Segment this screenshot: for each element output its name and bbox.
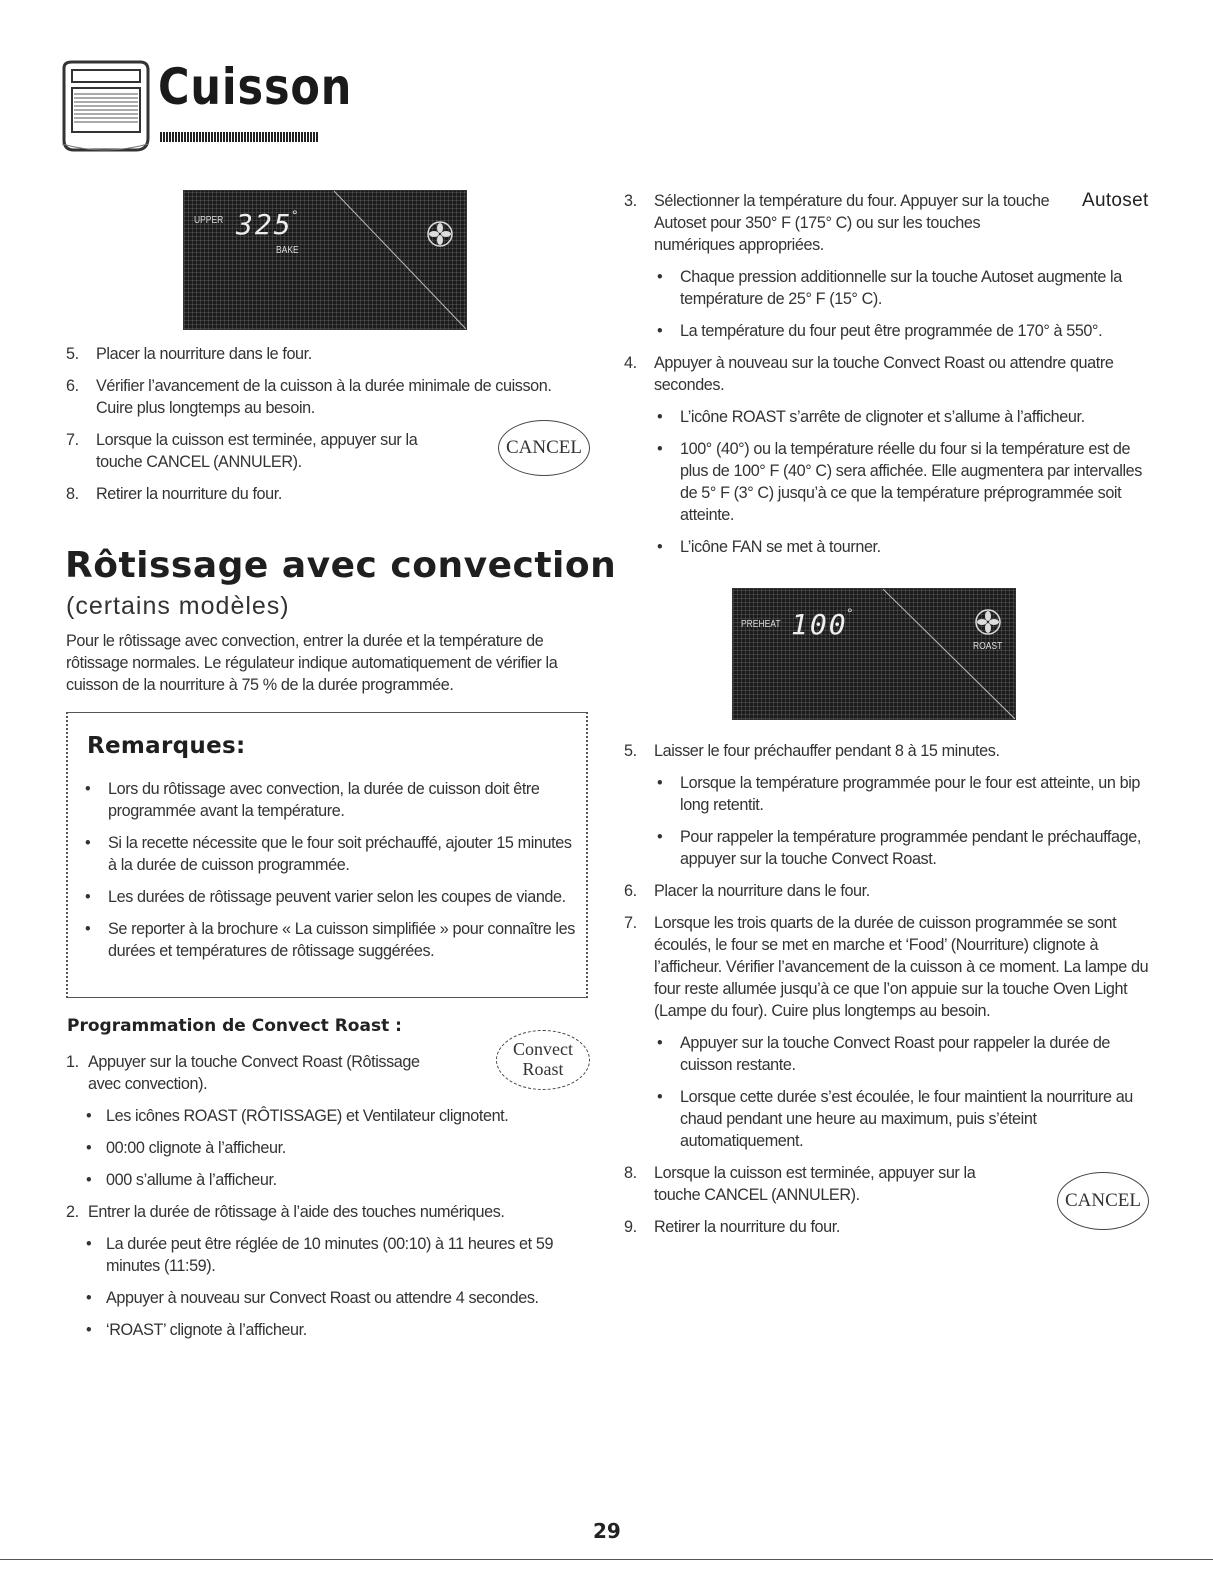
list-item: • Appuyer à nouveau sur Convect Roast ou attendre 4 secondes. <box>86 1289 539 1307</box>
list-item: 8. Lorsque la cuisson est terminée, appuyer sur la touche CANCEL (ANNULER). <box>624 1164 976 1204</box>
cancel-key: CANCEL <box>498 420 590 476</box>
programming-title: Programmation de Convect Roast : <box>67 1016 402 1036</box>
display-mode-label: PREHEAT <box>741 619 781 630</box>
display-function-label: ROAST <box>973 641 1003 652</box>
page-header-title: Cuisson <box>158 58 353 116</box>
list-item: • ‘ROAST’ clignote à l’afficheur. <box>86 1321 307 1339</box>
list-item: • La température du four peut être programmée de 170° à 550°. <box>657 322 1103 340</box>
step-text: Vérifier l’avancement de la cuisson à la durée minimale de cuisson. Cuire plus longtemps au besoin. <box>96 377 552 417</box>
list-item: 1. Appuyer sur la touche Convect Roast (Rôtissage avec convection). <box>66 1053 420 1093</box>
list-item: • Appuyer sur la touche Convect Roast pour rappeler la durée de cuisson restante. <box>657 1034 1111 1074</box>
display-degree: ° <box>292 207 298 223</box>
list-item: 5. Placer la nourriture dans le four. <box>66 345 312 363</box>
list-item: • Si la recette nécessite que le four soit préchauffé, ajouter 15 minutes à la durée de cuisson programmée. <box>85 834 572 874</box>
oven-icon <box>60 60 150 152</box>
oven-display-preheat <box>732 588 1016 720</box>
list-item: • L’icône FAN se met à tourner. <box>657 538 881 556</box>
section-intro: Pour le rôtissage avec convection, entrer la durée et la température de rôtissage normales. Le régulateur indique automatiquement de vérifier la cuisson de la nourriture à 75 % de la durée programmée. <box>66 632 558 694</box>
list-item: • 00:00 clignote à l’afficheur. <box>86 1139 286 1157</box>
list-item: 6. Placer la nourriture dans le four. <box>624 882 870 900</box>
display-function-label: BAKE <box>276 245 299 256</box>
list-item: 7. Lorsque la cuisson est terminée, appuyer sur la touche CANCEL (ANNULER). <box>66 431 418 471</box>
list-item: 2. Entrer la durée de rôtissage à l’aide des touches numériques. <box>66 1203 505 1221</box>
right-steps-top <box>624 190 1151 568</box>
autoset-key: Autoset <box>1082 190 1149 211</box>
list-item: 6. Vérifier l’avancement de la cuisson à la durée minimale de cuisson. Cuire plus longtemps au besoin. <box>66 377 552 417</box>
list-item: • Lors du rôtissage avec convection, la durée de cuisson doit être programmée avant la température. <box>85 780 540 820</box>
list-item: • Lorsque cette durée s’est écoulée, le four maintient la nourriture au chaud pendant une heure au maximum, puis s’éteint automatiquement. <box>657 1088 1133 1150</box>
list-item: • L’icône ROAST s’arrête de clignoter et s’allume à l’afficheur. <box>657 408 1085 426</box>
fan-icon <box>975 609 1001 635</box>
step-text: Lorsque la cuisson est terminée, appuyer sur la touche CANCEL (ANNULER). <box>96 431 418 471</box>
oven-display-bake <box>183 190 467 330</box>
right-steps-bottom <box>624 740 1151 1248</box>
list-item: 5. Laisser le four préchauffer pendant 8 à 15 minutes. <box>624 742 1000 760</box>
list-item: • Pour rappeler la température programmée pendant le préchauffage, appuyer sur la touche Convect Roast. <box>657 828 1141 868</box>
list-item: 7. Lorsque les trois quarts de la durée de cuisson programmée se sont écoulés, le four se met en marche et ‘Food’ (Nourriture) clignote à l’afficheur. Vérifier l’avancement de la cuisson à ce moment. La lampe du four reste allumée jusqu’à ce que l’on appuie sur la touche Oven Light (Lampe du four). Cuire plus longtemps au besoin. <box>624 914 1149 1020</box>
notes-title: Remarques: <box>87 733 246 759</box>
header-underline <box>160 132 318 142</box>
display-temperature: 100 <box>791 608 848 641</box>
convect-roast-key: Convect Roast <box>496 1030 590 1090</box>
step-text: Retirer la nourriture du four. <box>96 485 282 503</box>
list-item: • 000 s’allume à l’afficheur. <box>86 1171 277 1189</box>
section-subtitle: (certains modèles) <box>66 592 290 620</box>
list-item: • La durée peut être réglée de 10 minutes (00:10) à 11 heures et 59 minutes (11:59). <box>86 1235 554 1275</box>
page-number: 29 <box>593 1519 621 1543</box>
list-item: 4. Appuyer à nouveau sur la touche Convect Roast ou attendre quatre secondes. <box>624 354 1114 394</box>
display-mode-label: UPPER <box>194 215 224 226</box>
display-degree: ° <box>847 605 853 621</box>
step-text: Placer la nourriture dans le four. <box>96 345 312 363</box>
list-item: • Lorsque la température programmée pour le four est atteinte, un bip long retentit. <box>657 774 1141 814</box>
programming-steps <box>66 1051 591 1351</box>
fan-icon <box>427 221 453 247</box>
notes-list <box>52 778 580 972</box>
list-item: • Chaque pression additionnelle sur la touche Autoset augmente la température de 25° F (15° C). <box>657 268 1122 308</box>
list-item: 8. Retirer la nourriture du four. <box>66 485 282 503</box>
list-item: • Se reporter à la brochure « La cuisson simplifiée » pour connaître les durées et températures de rôtissage suggérées. <box>85 920 575 960</box>
section-title: Rôtissage avec convection <box>65 545 617 586</box>
footer-rule <box>0 1559 1213 1560</box>
list-item: • Les durées de rôtissage peuvent varier selon les coupes de viande. <box>85 888 566 906</box>
list-item: • Les icônes ROAST (RÔTISSAGE) et Ventilateur clignotent. <box>86 1107 509 1125</box>
list-item: 9. Retirer la nourriture du four. <box>624 1218 840 1236</box>
display-temperature: 325 <box>236 208 293 241</box>
list-item: • 100° (40°) ou la température réelle du four si la température est de plus de 100° F (40° C) sera affichée. Elle augmentera par intervalles de 5° F (3° C) jusqu’à ce que la température préprogrammée soit atteinte. <box>657 440 1142 524</box>
list-item: 3. Sélectionner la température du four. Appuyer sur la touche Autoset pour 350° F (175° C) ou sur les touches numériques appropriées. <box>624 192 1050 254</box>
cancel-key: CANCEL <box>1057 1172 1149 1230</box>
